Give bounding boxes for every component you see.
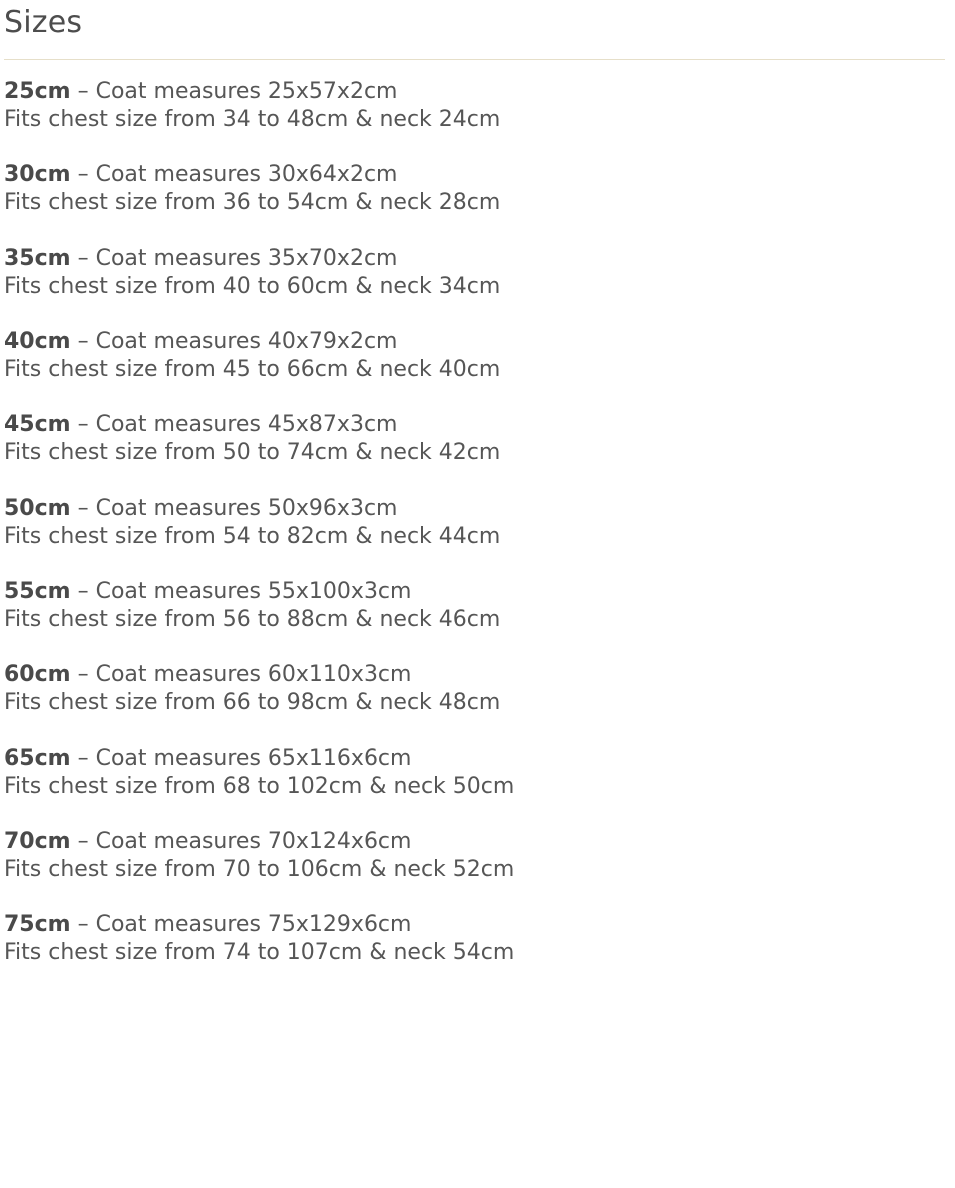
size-heading (4, 411, 945, 439)
size-heading (4, 161, 945, 189)
list-item (4, 745, 945, 801)
size-fit-text: Fits chest size from 70 to 106cm & neck 52cm (4, 856, 515, 882)
size-heading (4, 328, 945, 356)
size-fit-text: Fits chest size from 36 to 54cm & neck 28cm (4, 190, 501, 216)
size-heading (4, 828, 945, 856)
size-heading (4, 745, 945, 773)
size-fit-text: Fits chest size from 66 to 98cm & neck 48cm (4, 690, 501, 716)
size-label: 70cm (4, 828, 71, 854)
size-heading (4, 578, 945, 606)
page-title: Sizes (4, 5, 83, 40)
size-fit-text: Fits chest size from 45 to 66cm & neck 40cm (4, 357, 501, 383)
size-label: 45cm (4, 412, 71, 438)
size-measurements: – Coat measures 60x110x3cm (77, 662, 412, 688)
size-measurements: – Coat measures 45x87x3cm (77, 412, 398, 438)
list-item (4, 161, 945, 217)
size-heading (4, 911, 945, 939)
size-fit-text: Fits chest size from 50 to 74cm & neck 42cm (4, 440, 501, 466)
title-divider (4, 59, 945, 60)
list-item (4, 661, 945, 717)
size-measurements: – Coat measures 50x96x3cm (77, 495, 398, 521)
size-measurements: – Coat measures 55x100x3cm (77, 578, 412, 604)
size-label: 75cm (4, 912, 71, 938)
list-item (4, 78, 945, 134)
size-heading (4, 245, 945, 273)
list-item (4, 911, 945, 967)
size-fit-text: Fits chest size from 40 to 60cm & neck 34cm (4, 273, 501, 299)
size-fit-text: Fits chest size from 68 to 102cm & neck 50cm (4, 773, 515, 799)
list-item (4, 411, 945, 467)
size-label: 55cm (4, 578, 71, 604)
size-heading (4, 661, 945, 689)
size-measurements: – Coat measures 70x124x6cm (77, 828, 412, 854)
size-fit-text: Fits chest size from 54 to 82cm & neck 44cm (4, 523, 501, 549)
size-fit-text: Fits chest size from 56 to 88cm & neck 46cm (4, 607, 501, 633)
size-label: 25cm (4, 79, 71, 104)
size-fit-text: Fits chest size from 74 to 107cm & neck 54cm (4, 940, 515, 966)
size-label: 65cm (4, 745, 71, 771)
size-measurements: – Coat measures 65x116x6cm (77, 745, 412, 771)
size-label: 40cm (4, 328, 71, 354)
size-label: 30cm (4, 162, 71, 188)
list-item (4, 328, 945, 384)
size-heading (4, 495, 945, 523)
size-measurements: – Coat measures 35x70x2cm (77, 245, 398, 271)
size-measurements: – Coat measures 40x79x2cm (77, 328, 398, 354)
list-item (4, 495, 945, 551)
size-label: 50cm (4, 495, 71, 521)
size-label: 60cm (4, 662, 71, 688)
list-item (4, 828, 945, 884)
list-item (4, 578, 945, 634)
size-heading (4, 78, 945, 106)
size-label: 35cm (4, 245, 71, 271)
size-measurements: – Coat measures 75x129x6cm (77, 912, 412, 938)
size-list (4, 78, 945, 967)
size-fit-text: Fits chest size from 34 to 48cm & neck 24cm (4, 107, 501, 133)
sizes-document (0, 6, 955, 967)
list-item (4, 245, 945, 301)
size-measurements: – Coat measures 30x64x2cm (77, 162, 398, 188)
size-measurements: – Coat measures 25x57x2cm (77, 79, 398, 104)
